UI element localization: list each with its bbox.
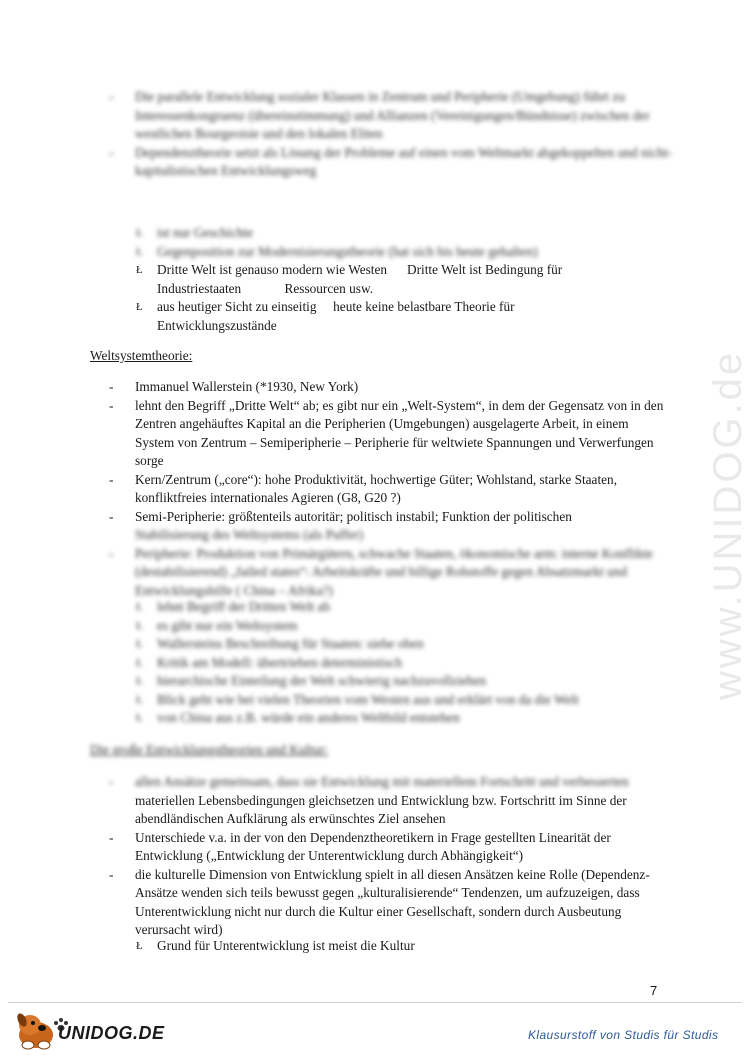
- critique-list: [136, 224, 627, 335]
- intro-list: [109, 88, 675, 181]
- list-item: - Immanuel Wallerstein (*1930, New York): [109, 379, 359, 394]
- list-item: Ł Gegenposition zur Modernisierungstheorie (hat sich bis heute gehalten): [136, 243, 538, 259]
- list-item: Ł lehnt Begriff der Dritten Welt ab: [136, 599, 331, 614]
- list-item: Ł Blick geht wie bei vielen Theorien vom Westen aus und erklärt von da die Welt: [136, 691, 579, 707]
- list-item: - die kulturelle Dimension von Entwicklung spielt in all diesen Ansätzen keine Rolle (Dependenz-Ansätze wenden sich teils bewusst gegen „kulturalisierende“ Tendenzen, um aufzuzeigen, dass Unterentwicklung nicht nur durch die Kultur einer Gesellschaft, sondern durch Ausbeutung verursacht wird): [109, 866, 650, 937]
- weltsystem-sublist: [136, 598, 637, 728]
- logo-text[interactable]: UNIDOG.DE: [58, 1023, 165, 1043]
- list-item: Ł es gibt nur ein Weltsystem: [136, 617, 298, 633]
- section-heading-kultur: Die große Entwicklungstheorien und Kultur:: [90, 742, 328, 757]
- list-item: - allen Ansätze gemeinsam, dass sie Entwicklung mit materiellem Fortschritt und verbesserten: [109, 774, 629, 789]
- list-item: - Dependenztheorie setzt als Lösung der Probleme auf einen vom Weltmarkt abgekoppelten und nicht-kapitalistischen Entwicklungsweg: [109, 144, 673, 178]
- list-item: Ł von China aus z.B. würde ein anderes Weltbild entstehen: [136, 710, 460, 725]
- kultur-list: [109, 773, 665, 940]
- list-item: Ł Wallersteins Beschreibung für Staaten: siehe oben: [136, 636, 424, 651]
- list-item: Ł Grund für Unterentwicklung ist meist die Kultur: [136, 938, 415, 953]
- list-item: Ł aus heutiger Sicht zu einseitig heute keine belastbare Theorie für Entwicklungszustände: [136, 299, 515, 333]
- list-item: - Kern/Zentrum („core“): hohe Produktivität, hochwertige Güter; Wohlstand, starke Staaten, konfliktfreies internationales Agieren (G8, G20 ?): [109, 471, 618, 505]
- section-heading-weltsystem: Weltsystemtheorie:: [90, 348, 193, 363]
- footer-divider: [8, 1002, 742, 1003]
- list-item: Stabilisierung des Weltsystems (als Puffer): [135, 527, 364, 542]
- list-item: - Semi-Peripherie: größtenteils autoritär; politisch instabil; Funktion der politischen: [109, 508, 572, 524]
- list-item: Ł Dritte Welt ist genauso modern wie Westen Dritte Welt ist Bedingung für Industriestaaten Ressourcen usw.: [136, 262, 563, 296]
- list-item: - Peripherie: Produktion von Primärgütern, schwache Staaten, ökonomische arm: interne Konflikte (destabilisierend) „failed states“: Arbeitskräfte und billige Rohstoffe gegen Absatzmarkt und Entwicklungshilfe ( China – Afrika?): [109, 545, 653, 598]
- list-item: Ł ist nur Geschichte: [136, 225, 254, 240]
- list-item: - Unterschiede v.a. in der von den Dependenztheoretikern in Frage gestellten Linearität der Entwicklung („Entwicklung der Unterentwicklung durch Abhängigkeit“): [109, 829, 611, 863]
- list-item: Ł Kritik am Modell: übertrieben deterministisch: [136, 654, 403, 670]
- weltsystem-list: [109, 378, 665, 600]
- list-item: - Die parallele Entwicklung sozialer Klassen in Zentrum und Peripherie (Umgebung) führt zu Interessenkongruenz (übereinstimmung) und Allianzen (Vereinigungen/Bündnisse) zwischen der westlichen Bourgeoisie und den lokalen Eliten: [109, 89, 650, 141]
- list-item: materiellen Lebensbedingungen gleichsetzen und Entwicklung bzw. Fortschritt im Sinne der abendländischen Aufklärung als erwünschtes Ziel ansehen: [135, 792, 627, 826]
- kultur-sublist: [136, 937, 637, 956]
- list-item: Ł hierarchische Einteilung der Welt schwierig nachzuvollziehen: [136, 673, 487, 688]
- footer-tagline: Klausurstoff von Studis für Studis: [528, 1028, 719, 1042]
- page-number: 7: [650, 983, 658, 998]
- list-item: - lehnt den Begriff „Dritte Welt“ ab; es gibt nur ein „Welt-System“, in dem der Gegensatz von in den Zentren angehäuftes Kapital an die Peripherien (Umgebungen) ausgelagerte Arbeit, in einem System von Zentrum – Semiperipherie – Peripherie für weltwiete Spannungen und Verwerfungen sorge: [109, 397, 664, 468]
- watermark: www.UNIDOG.de: [706, 349, 750, 701]
